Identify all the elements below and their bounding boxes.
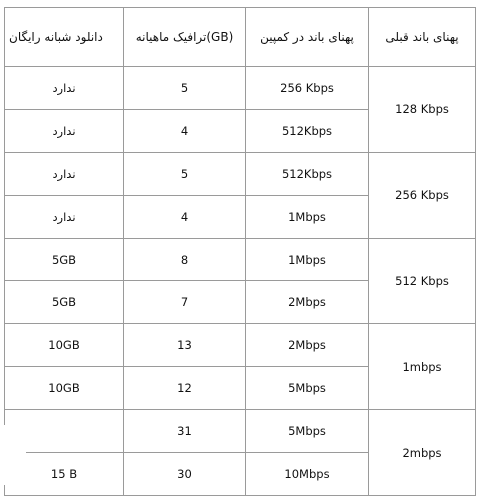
free-night-cell: 15 B (5, 453, 124, 496)
header-monthly-traffic: ترافیک ماهیانه(GB) (124, 8, 246, 67)
table-row (5, 410, 476, 453)
previous-bandwidth-cell: 512 Kbps (369, 238, 476, 324)
campaign-bandwidth-cell: 1Mbps (246, 238, 369, 281)
traffic-cell: 8 (124, 238, 246, 281)
header-previous-bandwidth: پهنای باند قبلی (369, 8, 476, 67)
traffic-cell: 12 (124, 367, 246, 410)
header-free-night-download: دانلود شبانه رایگان (5, 8, 124, 67)
campaign-bandwidth-cell: 512Kbps (246, 109, 369, 152)
previous-bandwidth-cell: 1mbps (369, 324, 476, 410)
campaign-bandwidth-cell: 2Mbps (246, 281, 369, 324)
table-row (5, 152, 476, 195)
occluding-overlay (4, 425, 26, 485)
previous-bandwidth-cell: 2mbps (369, 410, 476, 496)
tariff-table-container (4, 7, 475, 496)
previous-bandwidth-cell: 128 Kbps (369, 67, 476, 153)
free-night-cell: 5GB (5, 238, 124, 281)
traffic-cell: 7 (124, 281, 246, 324)
traffic-cell: 4 (124, 109, 246, 152)
table-row (5, 238, 476, 281)
traffic-cell: 4 (124, 195, 246, 238)
traffic-cell: 13 (124, 324, 246, 367)
campaign-bandwidth-cell: 5Mbps (246, 410, 369, 453)
campaign-bandwidth-cell: 5Mbps (246, 367, 369, 410)
traffic-cell: 5 (124, 152, 246, 195)
free-night-cell: 10GB (5, 367, 124, 410)
previous-bandwidth-cell: 256 Kbps (369, 152, 476, 238)
free-night-cell: ندارد (5, 195, 124, 238)
free-night-cell: 10GB (5, 324, 124, 367)
traffic-cell: 31 (124, 410, 246, 453)
campaign-bandwidth-cell: 1Mbps (246, 195, 369, 238)
campaign-bandwidth-cell: 10Mbps (246, 453, 369, 496)
traffic-cell: 5 (124, 67, 246, 110)
header-row (5, 8, 476, 67)
campaign-bandwidth-cell: 256 Kbps (246, 67, 369, 110)
table-row (5, 67, 476, 110)
campaign-bandwidth-cell: 512Kbps (246, 152, 369, 195)
header-campaign-bandwidth: پهنای باند در کمپین (246, 8, 369, 67)
free-night-cell: ندارد (5, 109, 124, 152)
tariff-table (4, 7, 476, 496)
free-night-cell: 5GB (5, 281, 124, 324)
table-row (5, 324, 476, 367)
traffic-cell: 30 (124, 453, 246, 496)
free-night-cell: ندارد (5, 152, 124, 195)
campaign-bandwidth-cell: 2Mbps (246, 324, 369, 367)
free-night-cell: ندارد (5, 67, 124, 110)
